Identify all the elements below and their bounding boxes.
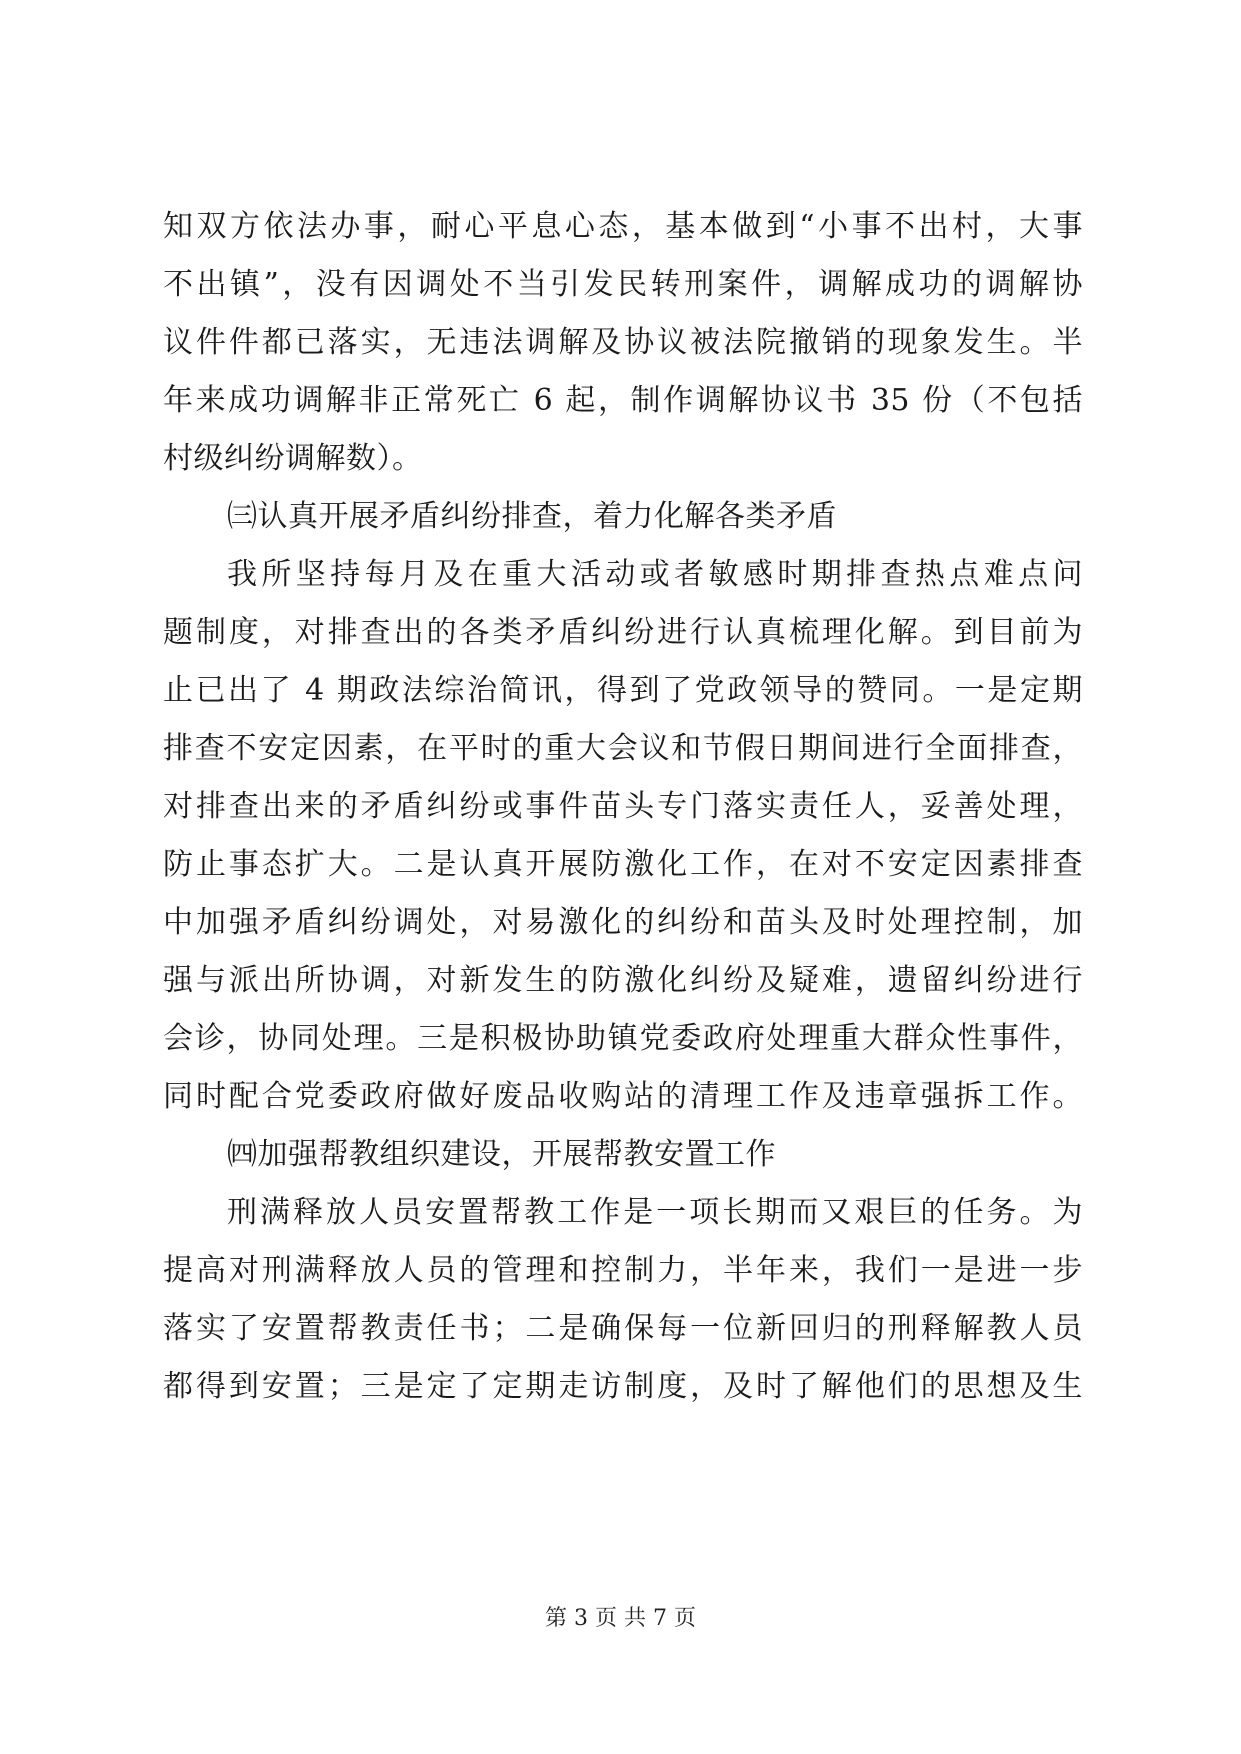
body-text-line: 止已出了 4 期政法综治简讯，得到了党政领导的赞同。一是定期 xyxy=(163,673,1083,708)
body-text-line: 年来成功调解非正常死亡 6 起，制作调解协议书 35 份（不包括 xyxy=(163,383,1083,418)
body-text-line: 不出镇”，没有因调处不当引发民转刑案件，调解成功的调解协 xyxy=(163,267,1083,302)
body-text-line: 对排查出来的矛盾纠纷或事件苗头专门落实责任人，妥善处理， xyxy=(163,789,1083,824)
body-text-line: 排查不安定因素，在平时的重大会议和节假日期间进行全面排查， xyxy=(163,731,1083,766)
body-text-line: 议件件都已落实，无违法调解及协议被法院撤销的现象发生。半 xyxy=(163,325,1083,360)
paragraph-first-line: 我所坚持每月及在重大活动或者敏感时期排查热点难点问 xyxy=(227,557,1083,592)
body-text-line: 落实了安置帮教责任书；二是确保每一位新回归的刑释解教人员 xyxy=(163,1311,1083,1346)
section-heading: ㈣加强帮教组织建设，开展帮教安置工作 xyxy=(227,1137,776,1172)
section-heading: ㈢认真开展矛盾纠纷排查，着力化解各类矛盾 xyxy=(227,499,837,534)
body-text-line: 题制度，对排查出的各类矛盾纠纷进行认真梳理化解。到目前为 xyxy=(163,615,1083,650)
body-text-line: 知双方依法办事，耐心平息心态，基本做到“小事不出村，大事 xyxy=(163,209,1083,244)
paragraph-first-line: 刑满释放人员安置帮教工作是一项长期而又艰巨的任务。为 xyxy=(227,1195,1083,1230)
body-text-line: 村级纠纷调解数）。 xyxy=(163,441,423,476)
body-text-line: 都得到安置；三是定了定期走访制度，及时了解他们的思想及生 xyxy=(163,1369,1083,1404)
body-text-line: 防止事态扩大。二是认真开展防激化工作，在对不安定因素排查 xyxy=(163,847,1083,882)
body-text-line: 提高对刑满释放人员的管理和控制力，半年来，我们一是进一步 xyxy=(163,1253,1083,1288)
body-text-line: 同时配合党委政府做好废品收购站的清理工作及违章强拆工作。 xyxy=(163,1079,1083,1114)
body-text-line: 会诊，协同处理。三是积极协助镇党委政府处理重大群众性事件， xyxy=(163,1021,1083,1056)
body-text-line: 强与派出所协调，对新发生的防激化纠纷及疑难，遗留纠纷进行 xyxy=(163,963,1083,998)
page-number-footer: 第 3 页 共 7 页 xyxy=(545,1606,696,1631)
body-text-line: 中加强矛盾纠纷调处，对易激化的纠纷和苗头及时处理控制，加 xyxy=(163,905,1083,940)
